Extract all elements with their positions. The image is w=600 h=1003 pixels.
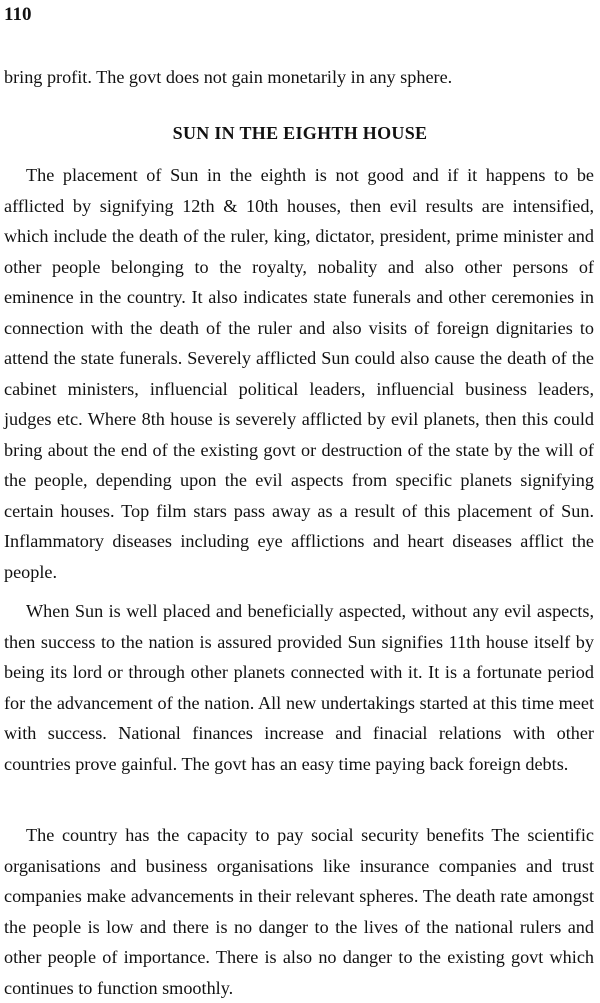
- paragraph-2: When Sun is well placed and beneficially aspected, without any evil aspects, then success to the nation is assured provided Sun signifies 11th house itself by being its lord or through other planets connected with it. It is a fortunate period for the advancement of the nation. All new undertakings started at this time meet with success. National finances increase and finacial relations with other countries prove gainful. The govt has an easy time paying back foreign debts.: [4, 601, 594, 774]
- paragraph-1: The placement of Sun in the eighth is not good and if it happens to be afflicted by signifying 12th & 10th houses, then evil results are intensified, which include the death of the ruler, king, dictator, president, prime minister and other people belonging to the royalty, nobality and also other persons of eminence in the country. It also indicates state funerals and other ceremonies in connection with the death of the ruler and also visits of foreign dignitaries to attend the state funerals. Severely afflicted Sun could also cause the death of the cabinet ministers, influencial political leaders, influencial business leaders, judges etc. Where 8th house is severely afflicted by evil planets, then this could bring about the end of the existing govt or destruction of the state by the will of the people, depending upon the evil aspects from specific planets signifying certain houses. Top film stars pass away as a result of this placement of Sun. Inflammatory diseases including eye afflictions and heart diseases afflict the people.: [4, 165, 594, 582]
- paragraph-3: The country has the capacity to pay social security benefits The scientific organisations and business organisations like insurance companies and trust companies make advancements in their relevant spheres. The death rate amongst the people is low and there is no danger to the lives of the national rulers and other people of importance. There is also no danger to the existing govt which continues to function smoothly.: [4, 825, 594, 998]
- page-number: 110: [4, 4, 32, 25]
- intro-text: bring profit. The govt does not gain monetarily in any sphere.: [4, 67, 453, 87]
- section-heading: SUN IN THE EIGHTH HOUSE: [172, 123, 428, 143]
